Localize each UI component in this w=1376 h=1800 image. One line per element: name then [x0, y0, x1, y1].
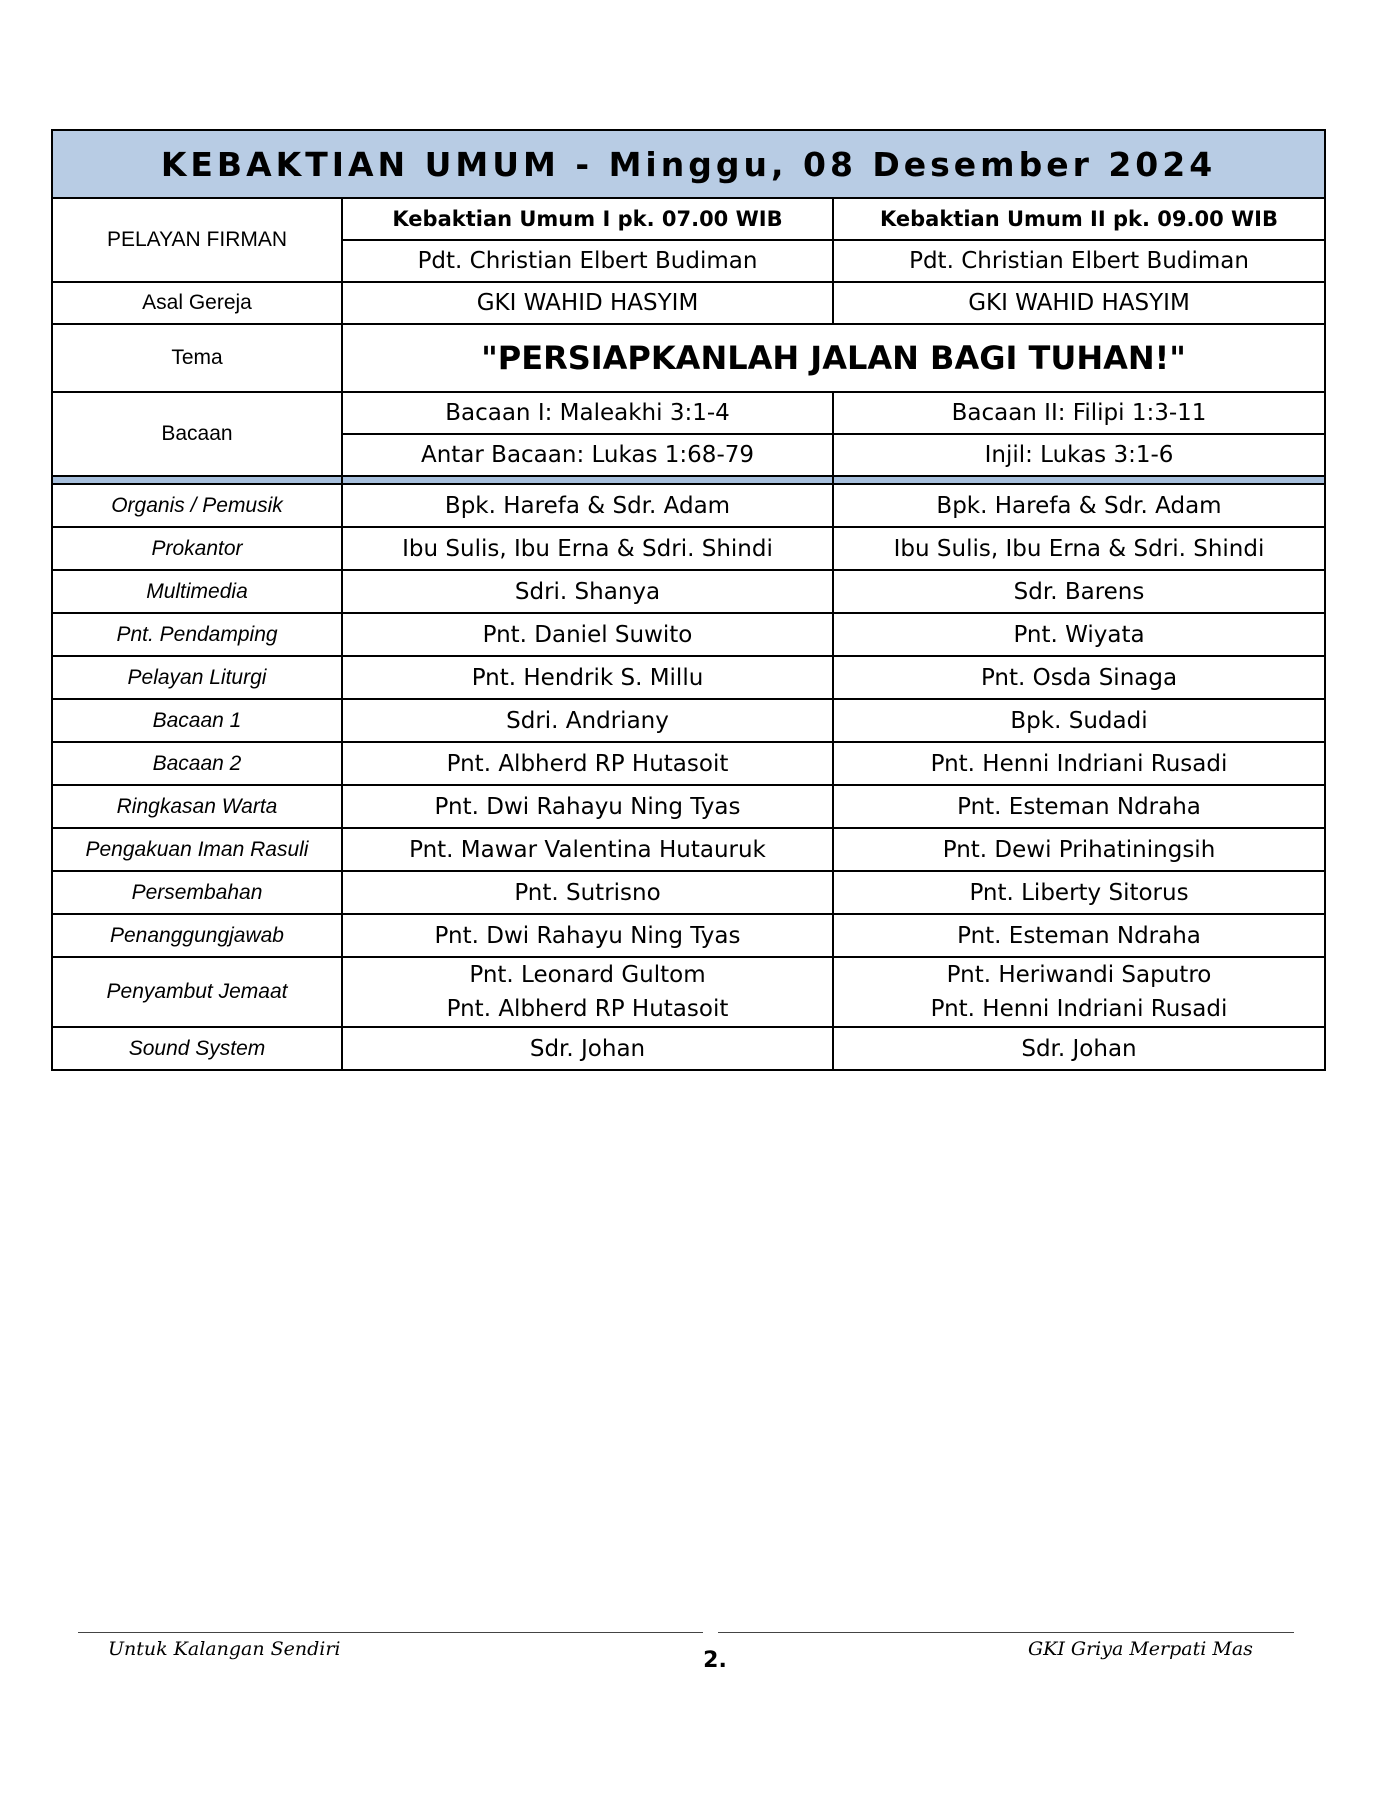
service1-header: Kebaktian Umum I pk. 07.00 WIB [342, 198, 833, 240]
role-service2: Pnt. Liberty Sitorus [833, 871, 1325, 914]
role-label: Organis / Pemusik [52, 484, 342, 527]
table-row [52, 699, 1325, 742]
penyambut-s2-line2: Pnt. Henni Indriani Rusadi [930, 996, 1228, 1022]
page-number: 2. [703, 1648, 727, 1673]
role-service2: Sdr. Barens [833, 570, 1325, 613]
role-service1: Pnt. Dwi Rahayu Ning Tyas [342, 914, 833, 957]
bacaan-label: Bacaan [52, 392, 342, 476]
role-service2: Pnt. Henni Indriani Rusadi [833, 742, 1325, 785]
table-row [52, 527, 1325, 570]
sound-system-label: Sound System [52, 1027, 342, 1070]
role-service2: Pnt. Wiyata [833, 613, 1325, 656]
role-service2: Pnt. Osda Sinaga [833, 656, 1325, 699]
tema-text: "PERSIAPKANLAH JALAN BAGI TUHAN!" [342, 324, 1325, 392]
separator-row [52, 476, 1325, 484]
role-service2: Pnt. Dewi Prihatiningsih [833, 828, 1325, 871]
table-row [52, 570, 1325, 613]
footer-right-rule [718, 1632, 1294, 1633]
table-row [52, 742, 1325, 785]
sound-system-service1: Sdr. Johan [342, 1027, 833, 1070]
role-label: Pnt. Pendamping [52, 613, 342, 656]
table-row [52, 871, 1325, 914]
role-label: Pengakuan Iman Rasuli [52, 828, 342, 871]
role-service1: Pnt. Dwi Rahayu Ning Tyas [342, 785, 833, 828]
antar-bacaan: Antar Bacaan: Lukas 1:68-79 [342, 434, 833, 476]
role-label: Pelayan Liturgi [52, 656, 342, 699]
table-title: KEBAKTIAN UMUM - Minggu, 08 Desember 2024 [52, 130, 1325, 198]
penyambut-service1 [342, 957, 833, 1027]
role-label: Bacaan 2 [52, 742, 342, 785]
role-service1: Pnt. Hendrik S. Millu [342, 656, 833, 699]
footer-left-text: Untuk Kalangan Sendiri [108, 1638, 341, 1660]
table-row [52, 484, 1325, 527]
role-label: Multimedia [52, 570, 342, 613]
penyambut-label: Penyambut Jemaat [52, 957, 342, 1027]
role-service1: Ibu Sulis, Ibu Erna & Sdri. Shindi [342, 527, 833, 570]
role-service2: Bpk. Sudadi [833, 699, 1325, 742]
role-label: Ringkasan Warta [52, 785, 342, 828]
role-service2: Pnt. Esteman Ndraha [833, 914, 1325, 957]
penyambut-service2 [833, 957, 1325, 1027]
sound-system-service2: Sdr. Johan [833, 1027, 1325, 1070]
penyambut-s2-line1: Pnt. Heriwandi Saputro [946, 962, 1212, 988]
table-row [52, 785, 1325, 828]
role-service1: Pnt. Daniel Suwito [342, 613, 833, 656]
table-row [52, 914, 1325, 957]
penyambut-row [52, 957, 1325, 1027]
table-row [52, 613, 1325, 656]
service2-header: Kebaktian Umum II pk. 09.00 WIB [833, 198, 1325, 240]
role-service1: Bpk. Harefa & Sdr. Adam [342, 484, 833, 527]
table-row [52, 828, 1325, 871]
service1-church: GKI WAHID HASYIM [342, 282, 833, 324]
role-label: Bacaan 1 [52, 699, 342, 742]
asal-gereja-label: Asal Gereja [52, 282, 342, 324]
penyambut-s1-line2: Pnt. Albherd RP Hutasoit [446, 996, 729, 1022]
injil: Injil: Lukas 3:1-6 [833, 434, 1325, 476]
role-service1: Sdri. Shanya [342, 570, 833, 613]
role-service2: Ibu Sulis, Ibu Erna & Sdri. Shindi [833, 527, 1325, 570]
role-label: Persembahan [52, 871, 342, 914]
footer-right-text: GKI Griya Merpati Mas [1028, 1638, 1253, 1660]
schedule-table [51, 129, 1326, 1071]
role-service1: Sdri. Andriany [342, 699, 833, 742]
tema-label: Tema [52, 324, 342, 392]
role-service1: Pnt. Albherd RP Hutasoit [342, 742, 833, 785]
service2-preacher: Pdt. Christian Elbert Budiman [833, 240, 1325, 282]
role-service2: Pnt. Esteman Ndraha [833, 785, 1325, 828]
role-label: Prokantor [52, 527, 342, 570]
table-row [52, 1027, 1325, 1070]
pelayan-firman-label: PELAYAN FIRMAN [52, 198, 342, 282]
footer-left-rule [78, 1632, 703, 1633]
service1-preacher: Pdt. Christian Elbert Budiman [342, 240, 833, 282]
role-service1: Pnt. Sutrisno [342, 871, 833, 914]
bacaan-2: Bacaan II: Filipi 1:3-11 [833, 392, 1325, 434]
penyambut-s1-line1: Pnt. Leonard Gultom [469, 962, 706, 988]
service2-church: GKI WAHID HASYIM [833, 282, 1325, 324]
role-label: Penanggungjawab [52, 914, 342, 957]
role-service1: Pnt. Mawar Valentina Hutauruk [342, 828, 833, 871]
role-service2: Bpk. Harefa & Sdr. Adam [833, 484, 1325, 527]
table-row [52, 656, 1325, 699]
bacaan-1: Bacaan I: Maleakhi 3:1-4 [342, 392, 833, 434]
